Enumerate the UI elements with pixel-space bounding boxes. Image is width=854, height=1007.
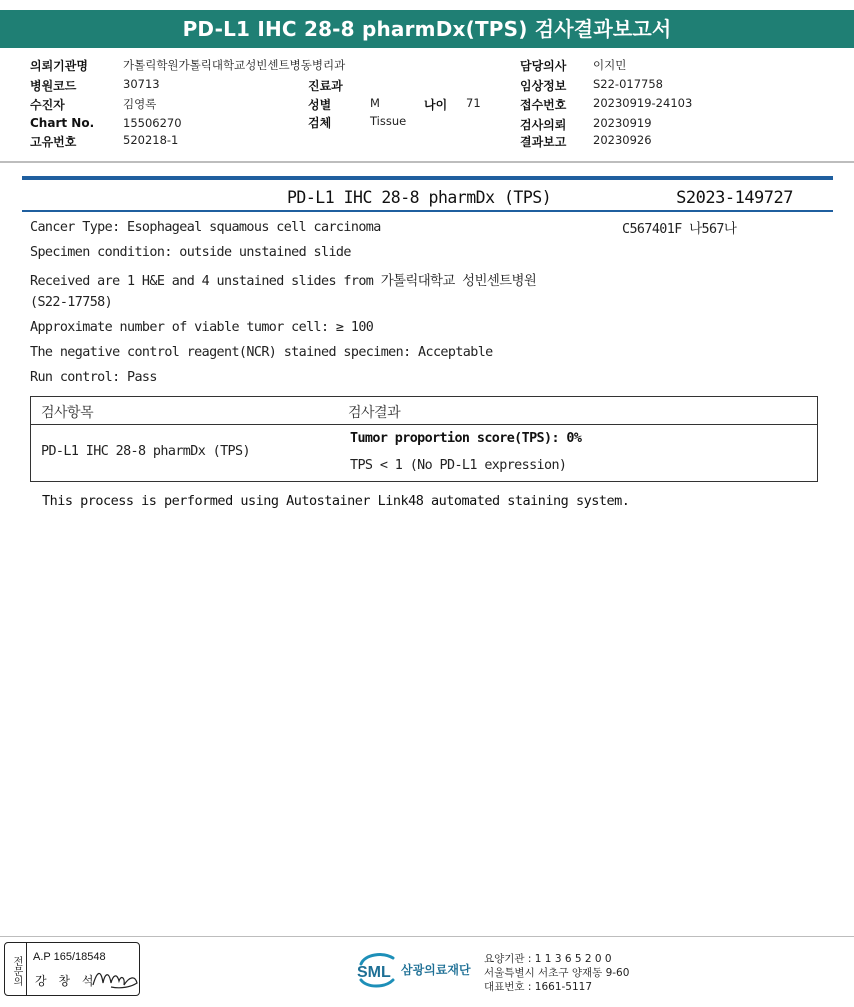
column-header-result: 검사결과 bbox=[348, 405, 401, 421]
value-chart-no: 15506270 bbox=[123, 116, 182, 130]
table-header-row bbox=[31, 397, 817, 425]
run-control-line: Run control: Pass bbox=[30, 370, 157, 385]
label-institution: 의뢰기관명 bbox=[30, 59, 88, 73]
label-receipt-no: 접수번호 bbox=[520, 98, 567, 112]
label-patient: 수진자 bbox=[30, 98, 65, 112]
footer-divider bbox=[0, 936, 854, 937]
label-chart-no: Chart No. bbox=[30, 116, 95, 130]
label-report-date: 결과보고 bbox=[520, 135, 567, 149]
specimen-condition-line: Specimen condition: outside unstained slide bbox=[30, 245, 351, 260]
value-doctor: 이지민 bbox=[593, 58, 627, 72]
value-clinical-info: S22-017758 bbox=[593, 77, 663, 91]
value-hospital-code: 30713 bbox=[123, 77, 160, 91]
label-clinical-info: 임상정보 bbox=[520, 79, 567, 93]
pathologist-name: 강 창 석 bbox=[35, 974, 98, 988]
value-report-date: 20230926 bbox=[593, 133, 652, 147]
value-specimen: Tissue bbox=[370, 114, 407, 128]
signature-image bbox=[91, 965, 139, 991]
label-department: 진료과 bbox=[308, 79, 343, 93]
block-code: C567401F 나567나 bbox=[622, 222, 737, 237]
report-title: PD-L1 IHC 28-8 pharmDx(TPS) 검사결과보고서 bbox=[0, 10, 854, 48]
value-institution: 가톨릭학원가톨릭대학교성빈센트병동병리과 bbox=[123, 58, 346, 72]
institute-name: 삼광의료재단 bbox=[401, 963, 471, 977]
label-request-date: 검사의뢰 bbox=[520, 118, 567, 132]
label-hospital-code: 병원코드 bbox=[30, 79, 77, 93]
test-name: PD-L1 IHC 28-8 pharmDx (TPS) bbox=[287, 188, 552, 207]
value-patient: 김영록 bbox=[123, 97, 157, 111]
label-age: 나이 bbox=[424, 98, 448, 112]
specialist-label: 전문의 bbox=[5, 943, 27, 995]
test-item-cell: PD-L1 IHC 28-8 pharmDx (TPS) bbox=[41, 444, 250, 459]
tps-interpretation-cell: TPS < 1 (No PD-L1 expression) bbox=[350, 458, 567, 473]
viable-tumor-cell-line: Approximate number of viable tumor cell: ≥ 100 bbox=[30, 320, 374, 335]
sml-logo-mark: SML bbox=[357, 964, 391, 981]
pathologist-signature-box bbox=[4, 942, 140, 996]
negative-control-line: The negative control reagent(NCR) stained specimen: Acceptable bbox=[30, 345, 493, 360]
value-receipt-no: 20230919-24103 bbox=[593, 96, 693, 110]
report-heading bbox=[22, 186, 833, 212]
institution-code: 요양기관 : 1 1 3 6 5 2 0 0 bbox=[484, 953, 612, 965]
value-sex: M bbox=[370, 96, 380, 110]
report-id: S2023-149727 bbox=[676, 188, 793, 208]
received-slides-line: Received are 1 H&E and 4 unstained slides from 가톨릭대학교 성빈센트병원 bbox=[30, 274, 537, 289]
reference-number-line: (S22-17758) bbox=[30, 295, 113, 310]
header-divider bbox=[0, 161, 854, 163]
value-request-date: 20230919 bbox=[593, 116, 652, 130]
report-top-rule bbox=[22, 176, 833, 180]
tps-score-cell: Tumor proportion score(TPS): 0% bbox=[350, 431, 582, 446]
license-number: A.P 165/18548 bbox=[33, 951, 106, 963]
label-sex: 성별 bbox=[308, 98, 332, 112]
label-doctor: 담당의사 bbox=[520, 59, 567, 73]
value-age: 71 bbox=[466, 96, 481, 110]
value-unique-no: 520218-1 bbox=[123, 133, 179, 147]
process-footnote: This process is performed using Autostainer Link48 automated staining system. bbox=[42, 493, 630, 509]
institution-address: 서울특별시 서초구 양재동 9-60 bbox=[484, 967, 630, 979]
label-unique-no: 고유번호 bbox=[30, 135, 77, 149]
column-header-test-item: 검사항목 bbox=[41, 405, 94, 421]
label-specimen: 검체 bbox=[308, 116, 332, 130]
cancer-type-line: Cancer Type: Esophageal squamous cell carcinoma bbox=[30, 220, 381, 235]
result-table bbox=[30, 396, 818, 482]
institution-phone: 대표번호 : 1661-5117 bbox=[484, 981, 593, 993]
